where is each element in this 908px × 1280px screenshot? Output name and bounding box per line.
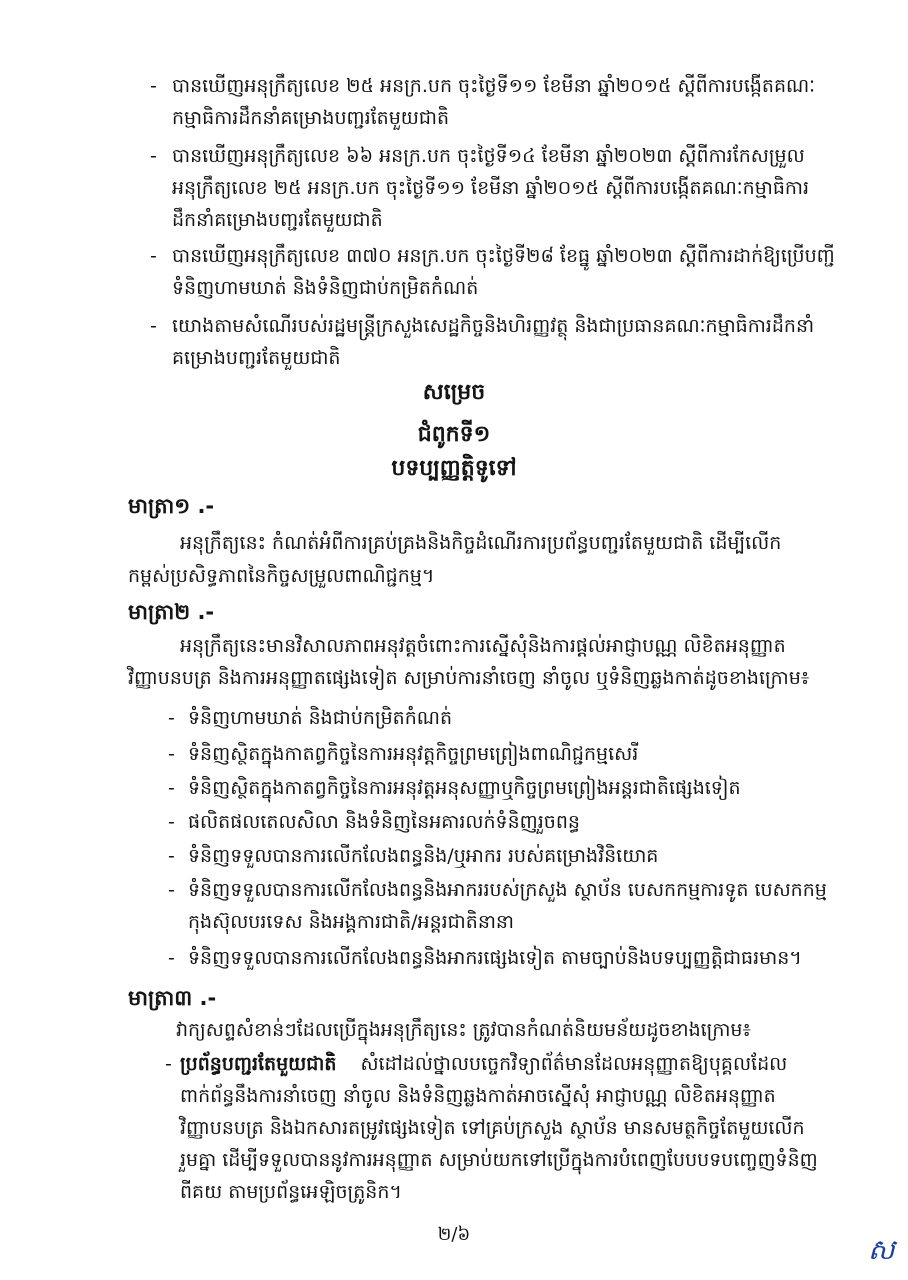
decision-heading: សម្រេច: [422, 380, 486, 405]
article-1-heading: មាត្រា១ .-: [128, 494, 215, 518]
bullet-dash: -: [168, 743, 175, 765]
preamble-line: បានឃើញអនុក្រឹត្យលេខ ៦៦ អនក្រ.បក ចុះថ្ងៃទី១៤ ខែមីនា ឆ្នាំ២០២៣ ស្តីពីការកែសម្រួល: [172, 145, 805, 167]
chapter-heading: ជំពូកទី១: [417, 422, 491, 447]
preamble-line: ទំនិញហាមឃាត់ និងទំនិញជាប់កម្រិតកំណត់: [172, 277, 479, 299]
bullet-dash: -: [168, 879, 175, 901]
list-item: ទំនិញស្ថិតក្នុងកាតព្វកិច្ចនៃការអនុវត្តកិច្ចព្រមព្រៀងពាណិជ្ជកម្មសេរី: [188, 743, 639, 765]
defined-term: ប្រព័ន្ធបញ្ជរតែមួយជាតិ: [180, 1053, 337, 1075]
list-item: ទំនិញទទួលបានការលើកលែងពន្ធនិងអាកររបស់ក្រសួង ស្ថាប័ន បេសកកម្មការទូត បេសកកម្ម: [188, 879, 827, 901]
bullet-dash: -: [165, 1053, 172, 1075]
article-1-line: អនុក្រឹត្យនេះ កំណត់អំពីការគ្រប់គ្រងនិងកិច្ចដំណើរការប្រព័ន្ធបញ្ជរតែមួយជាតិ ដើម្បីលើក: [180, 532, 782, 554]
definition-text: សំដៅដល់ថ្នាលបច្ចេកវិទ្យាព័ត៌មានដែលអនុញ្ញាតឱ្យបុគ្គលដែល: [360, 1053, 788, 1075]
article-1-line: កម្ពស់ប្រសិទ្ធភាពនៃកិច្ចសម្រួលពាណិជ្ជកម្ម។: [128, 565, 435, 587]
handwritten-initial: ស: [868, 1233, 895, 1266]
definition-line: រួមគ្នា ដើម្បីទទួលបាននូវការអនុញ្ញាត សម្រាប់យកទៅប្រើក្នុងការបំពេញបែបបទបញ្ចេញទំនិញ: [180, 1149, 818, 1171]
list-item: ទំនិញទទួលបានការលើកលែងពន្ធនិង/ឬអាករ របស់គម្រោងវិនិយោគ: [188, 845, 659, 867]
bullet-dash: -: [168, 811, 175, 833]
preamble-line: កម្មាធិការដឹកនាំគម្រោងបញ្ជរតែមួយជាតិ: [172, 107, 450, 129]
preamble-line: យោងតាមសំណើរបស់រដ្ឋមន្ត្រីក្រសួងសេដ្ឋកិច្ចនិងហិរញ្ញវត្ថុ និងជាប្រធានគណៈកម្មាធិការដឹកនាំ: [172, 315, 815, 337]
list-item: ផលិតផលតេលសិលា និងទំនិញនៃអគារលក់ទំនិញរួចពន្ធ: [188, 811, 580, 833]
definition-line: វិញ្ញាបនបត្រ និងឯកសារតម្រូវផ្សេងទៀត ទៅគ្រប់ក្រសួង ស្ថាប័ន មានសមត្ថកិច្ចតែមួយលើក: [180, 1117, 805, 1139]
article-2-heading: មាត្រា២ .-: [128, 600, 215, 624]
preamble-line: បានឃើញអនុក្រឹត្យលេខ ២៥ អនក្រ.បក ចុះថ្ងៃទី១១ ខែមីនា ឆ្នាំ២០១៥ ស្តីពីការបង្កើតគណៈ: [172, 75, 816, 97]
list-item: ទំនិញទទួលបានការលើកលែងពន្ធនិងអាករផ្សេងទៀត តាមច្បាប់និងបទប្បញ្ញត្តិជាធរមាន។: [188, 947, 802, 969]
article-2-line: អនុក្រឹត្យនេះមានវិសាលភាពអនុវត្តចំពោះការស្នើសុំនិងការផ្តល់អាជ្ញាបណ្ណ លិខិតអនុញ្ញាត: [180, 635, 786, 657]
list-item: ទំនិញស្ថិតក្នុងកាតព្វកិច្ចនៃការអនុវត្តអនុសញ្ញាឬកិច្ចព្រមព្រៀងអន្តរជាតិផ្សេងទៀត: [188, 777, 741, 799]
preamble-line: បានឃើញអនុក្រឹត្យលេខ ៣៧០ អនក្រ.បក ចុះថ្ងៃទី២៨ ខែធ្នូ ឆ្នាំ២០២៣ ស្តីពីការដាក់ឱ្យប្រើបញ្ជី: [172, 245, 835, 267]
definition-line: ពីគយ តាមប្រព័ន្ធអេឡិចត្រូនិក។: [180, 1181, 402, 1203]
definition-line: ពាក់ព័ន្ធនឹងការនាំចេញ នាំចូល និងទំនិញឆ្លងកាត់អាចស្នើសុំ អាជ្ញាបណ្ណ លិខិតអនុញ្ញាត: [180, 1085, 776, 1107]
bullet-dash: -: [168, 947, 175, 969]
bullet-dash: -: [168, 845, 175, 867]
preamble-line: ដឹកនាំគម្រោងបញ្ជរតែមួយជាតិ: [172, 209, 383, 231]
preamble-line: អនុក្រឹត្យលេខ ២៥ អនក្រ.បក ចុះថ្ងៃទី១១ ខែមីនា ឆ្នាំ២០១៥ ស្តីពីការបង្កើតគណៈកម្មាធិការ: [172, 177, 810, 199]
list-item: ទំនិញហាមឃាត់ និងជាប់កម្រិតកំណត់: [188, 707, 453, 729]
article-2-line: វិញ្ញាបនបត្រ និងការអនុញ្ញាតផ្សេងទៀត សម្រាប់ការនាំចេញ នាំចូល ឬទំនិញឆ្លងកាត់ដូចខាងក្រោម៖: [128, 667, 810, 689]
bullet-dash: -: [168, 777, 175, 799]
chapter-title: បទប្បញ្ញត្តិទូទៅ: [391, 456, 517, 481]
article-3-heading: មាត្រា៣ .-: [128, 986, 217, 1010]
bullet-dash: -: [150, 145, 157, 167]
definition-first-line: [180, 1048, 787, 1080]
list-item: កុងស៊ុលបរទេស និងអង្គការជាតិ/អន្តរជាតិនានា: [188, 911, 515, 933]
preamble-line: គម្រោងបញ្ជរតែមួយជាតិ: [172, 347, 341, 369]
bullet-dash: -: [150, 315, 157, 337]
bullet-dash: -: [150, 245, 157, 267]
article-3-intro: វាក្យសព្ទសំខាន់ៗដែលប្រើក្នុងអនុក្រឹត្យនេះ ត្រូវបានកំណត់និយមន័យដូចខាងក្រោម៖: [176, 1019, 751, 1041]
bullet-dash: -: [168, 707, 175, 729]
bullet-dash: -: [150, 75, 157, 97]
page-number: ២/៦: [437, 1224, 471, 1245]
